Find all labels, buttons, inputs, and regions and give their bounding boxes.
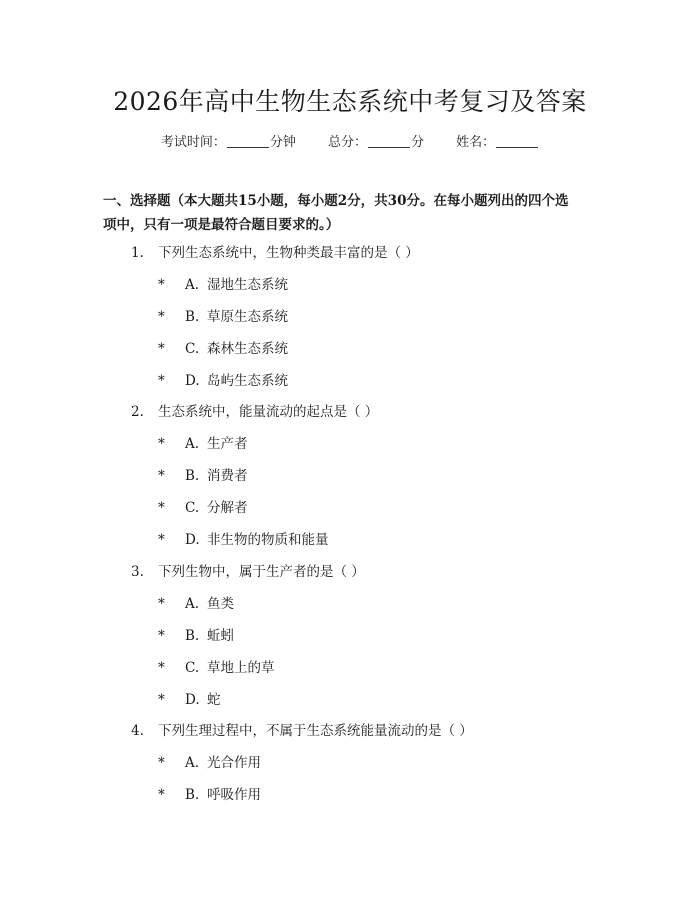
question-number: 2. <box>131 404 144 420</box>
question-1-option-d[interactable] <box>158 371 288 391</box>
option-letter: B. <box>185 309 200 325</box>
option-text: 生产者 <box>207 436 248 452</box>
question-3-option-b[interactable] <box>158 626 234 646</box>
question-1 <box>131 243 419 263</box>
total-score-label: 总分： <box>327 135 367 150</box>
option-letter: A. <box>185 277 200 293</box>
total-score-blank[interactable] <box>368 147 410 148</box>
exam-time-unit: 分钟 <box>269 135 296 150</box>
bullet: * <box>158 692 165 708</box>
bullet: * <box>158 500 165 516</box>
bullet: * <box>158 341 165 357</box>
option-text: 森林生态系统 <box>207 341 288 357</box>
question-text: 下列生理过程中，不属于生态系统能量流动的是（ ） <box>158 723 473 739</box>
question-2 <box>131 402 378 422</box>
option-text: 非生物的物质和能量 <box>207 532 329 548</box>
total-score-field <box>328 131 424 150</box>
exam-time-field <box>161 131 296 150</box>
option-letter: A. <box>185 436 200 452</box>
question-text: 下列生物中，属于生产者的是（ ） <box>158 564 365 580</box>
section-header-line-1: 一、选择题（本大题共15小题，每小题2分，共30分。在每小题列出的四个选 <box>103 193 569 209</box>
option-text: 消费者 <box>207 468 248 484</box>
question-number: 4. <box>131 723 144 739</box>
question-4-option-b[interactable] <box>158 785 261 805</box>
question-2-option-c[interactable] <box>158 498 248 518</box>
option-text: 光合作用 <box>207 755 261 771</box>
question-2-option-d[interactable] <box>158 530 329 550</box>
question-text: 下列生态系统中，生物种类最丰富的是（ ） <box>158 245 419 261</box>
bullet: * <box>158 309 165 325</box>
option-text: 岛屿生态系统 <box>207 373 288 389</box>
option-text: 分解者 <box>207 500 248 516</box>
name-blank[interactable] <box>496 147 538 148</box>
bullet: * <box>158 468 165 484</box>
bullet: * <box>158 373 165 389</box>
bullet: * <box>158 596 165 612</box>
question-1-option-b[interactable] <box>158 307 288 327</box>
exam-time-label: 考试时间： <box>160 135 226 150</box>
bullet: * <box>158 628 165 644</box>
question-4 <box>131 721 473 741</box>
section-header <box>103 189 603 237</box>
question-2-option-a[interactable] <box>158 434 248 454</box>
option-text: 蚯蚓 <box>207 628 234 644</box>
document-title: 2026年高中生物生态系统中考复习及答案 <box>113 87 587 116</box>
bullet: * <box>158 787 165 803</box>
exam-time-blank[interactable] <box>227 147 269 148</box>
question-2-option-b[interactable] <box>158 466 248 486</box>
bullet: * <box>158 532 165 548</box>
question-1-option-a[interactable] <box>158 275 288 295</box>
exam-meta <box>0 131 700 150</box>
section-header-line-2: 项中，只有一项是最符合题目要求的。） <box>103 217 340 233</box>
option-letter: C. <box>185 500 200 516</box>
option-letter: D. <box>185 373 200 389</box>
bullet: * <box>158 436 165 452</box>
option-letter: B. <box>185 628 200 644</box>
question-3 <box>131 562 365 582</box>
question-3-option-a[interactable] <box>158 594 234 614</box>
option-text: 草原生态系统 <box>207 309 288 325</box>
option-text: 呼吸作用 <box>207 787 261 803</box>
question-text: 生态系统中，能量流动的起点是（ ） <box>158 404 379 420</box>
option-letter: A. <box>185 596 200 612</box>
question-1-option-c[interactable] <box>158 339 288 359</box>
option-letter: D. <box>185 532 200 548</box>
total-score-unit: 分 <box>411 135 425 150</box>
option-text: 湿地生态系统 <box>207 277 288 293</box>
question-3-option-d[interactable] <box>158 690 221 710</box>
option-letter: D. <box>185 692 200 708</box>
bullet: * <box>158 660 165 676</box>
option-text: 鱼类 <box>207 596 234 612</box>
option-text: 蛇 <box>207 692 221 708</box>
option-letter: C. <box>185 341 200 357</box>
question-number: 3. <box>131 564 144 580</box>
name-label: 姓名： <box>456 135 496 150</box>
option-letter: B. <box>185 787 200 803</box>
option-letter: C. <box>185 660 200 676</box>
question-number: 1. <box>131 245 144 261</box>
question-4-option-a[interactable] <box>158 753 261 773</box>
bullet: * <box>158 755 165 771</box>
bullet: * <box>158 277 165 293</box>
option-letter: B. <box>185 468 200 484</box>
name-field <box>456 131 539 150</box>
option-text: 草地上的草 <box>207 660 275 676</box>
question-3-option-c[interactable] <box>158 658 275 678</box>
option-letter: A. <box>185 755 200 771</box>
